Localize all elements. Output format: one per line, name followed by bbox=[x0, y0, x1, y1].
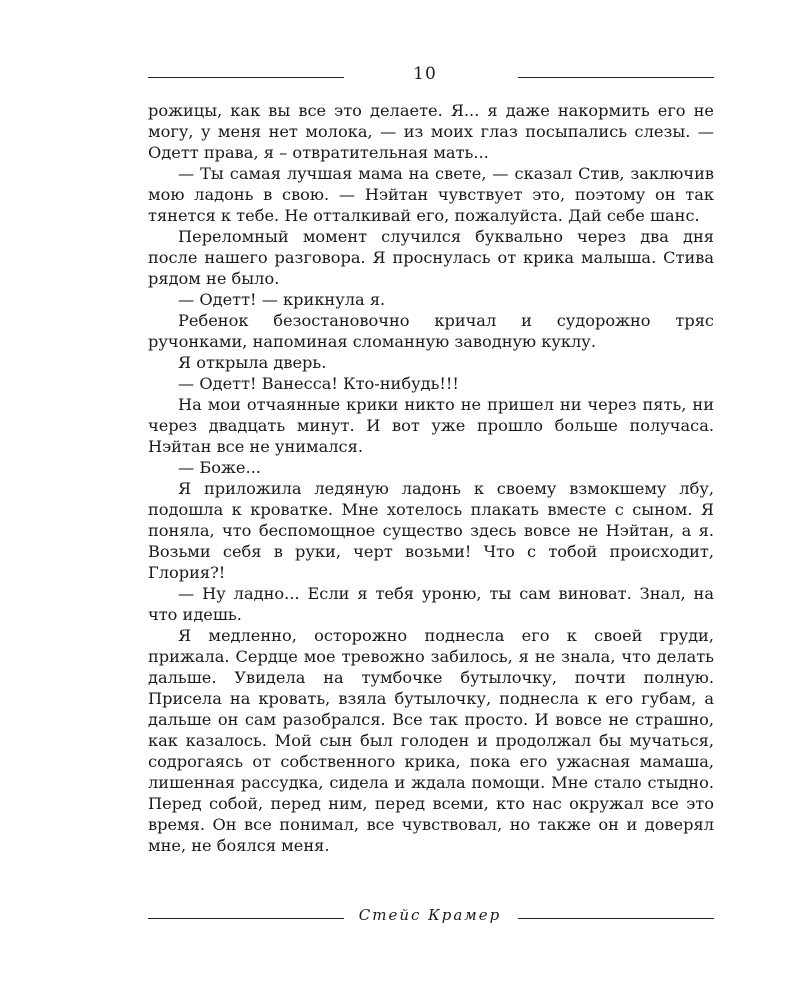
paragraph-10: Я приложила ледяную ладонь к своему взмокшему лбу, подошла к кроватке. Мне хотелось плакать вместе с сыном. Я поняла, что беспомощное существо здесь вовсе не Нэйтан, а я. Возьми себя в руки, черт возьми! Что с тобой происходит, Глория?! bbox=[148, 479, 714, 582]
header-rule-left bbox=[148, 77, 344, 78]
footer-author: Стейс Крамер bbox=[358, 906, 502, 924]
paragraph-1: рожицы, как вы все это делаете. Я... я даже накормить его не могу, у меня нет молока, — из моих глаз посыпались слезы. — Одетт права, я – отвратительная мать... bbox=[148, 101, 714, 162]
paragraph-4: — Одетт! — крикнула я. bbox=[178, 290, 386, 309]
paragraph-3: Переломный момент случился буквально через два дня после нашего разговора. Я проснулась от крика малыша. Стива рядом не было. bbox=[148, 227, 714, 288]
paragraph-9: — Боже... bbox=[178, 458, 261, 477]
page-number: 10 bbox=[413, 64, 437, 84]
paragraph-11: — Ну ладно... Если я тебя уроню, ты сам виноват. Знал, на что идешь. bbox=[148, 584, 714, 624]
paragraph-6: Я открыла дверь. bbox=[178, 353, 327, 372]
paragraph-12: Я медленно, осторожно поднесла его к своей груди, прижала. Сердце мое тревожно забилось, я не знала, что делать дальше. Увидела на тумбочке бутылочку, почти полную. Присела на кровать, взяла бутылочку, поднесла к его губам, а дальше он сам разобрался. Все так просто. И вовсе не страшно, как казалось. Мой сын был голоден и продолжал бы мучаться, содрогаясь от собственного крика, пока его ужасная мамаша, лишенная рассудка, сидела и ждала помощи. Мне стало стыдно. Перед собой, перед ним, перед всеми, кто нас окружал все это время. Он все понимал, все чувствовал, но также он и доверял мне, не боялся меня. bbox=[148, 626, 714, 855]
paragraph-2: — Ты самая лучшая мама на свете, — сказал Стив, заключив мою ладонь в свою. — Нэйтан чувствует это, поэтому он так тянется к тебе. Не отталкивай его, пожалуйста. Дай себе шанс. bbox=[148, 164, 714, 225]
paragraph-7: — Одетт! Ванесса! Кто-нибудь!!! bbox=[178, 374, 459, 393]
header-rule-right bbox=[518, 77, 714, 78]
paragraph-8: На мои отчаянные крики никто не пришел ни через пять, ни через двадцать минут. И вот уже прошло больше получаса. Нэйтан все не унимался. bbox=[148, 395, 714, 456]
footer-rule-right bbox=[518, 918, 714, 919]
body-text bbox=[148, 100, 714, 856]
paragraph-5: Ребенок безостановочно кричал и судорожно тряс ручонками, напоминая сломанную заводную куклу. bbox=[148, 311, 714, 351]
footer-rule-left bbox=[148, 918, 344, 919]
